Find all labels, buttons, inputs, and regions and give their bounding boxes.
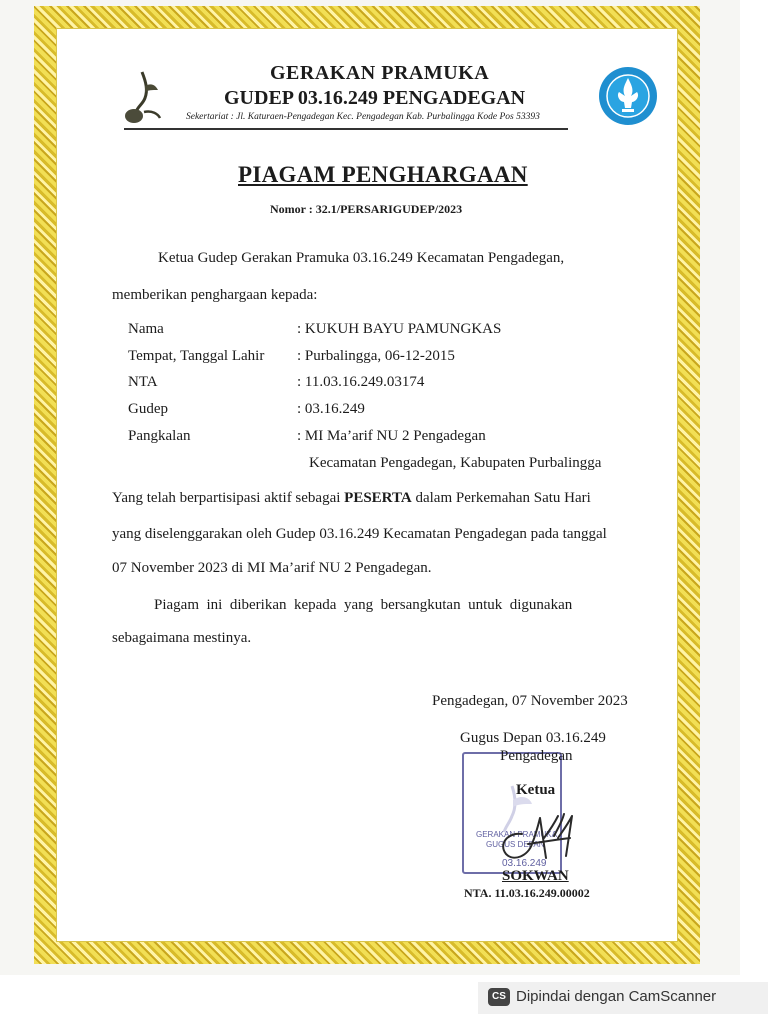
detail-value: : KUKUH BAYU PAMUNGKAS	[297, 321, 502, 337]
participation-line	[112, 490, 591, 507]
participation-text: dalam Perkemahan Satu Hari	[411, 490, 591, 506]
intro-line: memberikan penghargaan kepada:	[112, 287, 318, 303]
closing-line: Piagam ini diberikan kepada yang bersangkutan untuk digunakan	[154, 597, 573, 613]
detail-label: NTA	[128, 374, 158, 390]
detail-value: : 03.16.249	[297, 401, 365, 417]
detail-value: : 11.03.16.249.03174	[297, 374, 425, 390]
participant-role: PESERTA	[344, 490, 412, 506]
camscanner-watermark	[478, 982, 768, 1014]
detail-value-continuation: Kecamatan Pengadegan, Kabupaten Purbalingga	[309, 455, 602, 471]
tunas-kelapa-logo-icon	[118, 68, 164, 128]
stamp-text: GUGUS DEPAN	[486, 840, 545, 849]
detail-label: Pangkalan	[128, 428, 191, 444]
header-divider	[124, 128, 568, 130]
secretariat-address: Sekertariat : Jl. Katuraen-Pengadegan Kec. Pengadegan Kab. Purbalingga Kode Pos 53393	[186, 112, 540, 122]
intro-line: Ketua Gudep Gerakan Pramuka 03.16.249 Kecamatan Pengadegan,	[158, 250, 565, 266]
detail-label: Gudep	[128, 401, 168, 417]
signature-unit: Pengadegan	[500, 748, 573, 764]
signatory-nta: NTA. 11.03.16.249.00002	[464, 886, 590, 900]
detail-value: : Purbalingga, 06-12-2015	[297, 348, 455, 364]
stamp-text: GERAKAN PRAMUKA	[476, 830, 557, 839]
signature-place-date: Pengadegan, 07 November 2023	[432, 693, 628, 709]
detail-value: : MI Ma’arif NU 2 Pengadegan	[297, 428, 486, 444]
gudep-name: GUDEP 03.16.249 PENGADEGAN	[224, 87, 526, 109]
signatory-name: SOKWAN	[502, 868, 569, 884]
closing-line: sebagaimana mestinya.	[112, 630, 252, 646]
signature-unit: Gugus Depan 03.16.249	[460, 730, 606, 746]
stamp-number: 03.16.249	[502, 858, 547, 869]
detail-label: Nama	[128, 321, 164, 337]
detail-label: Tempat, Tanggal Lahir	[128, 348, 265, 364]
camscanner-label: Dipindai dengan CamScanner	[516, 988, 717, 1005]
scout-emblem-logo-icon	[598, 66, 658, 126]
signature-position: Ketua	[516, 782, 556, 798]
organization-name: GERAKAN PRAMUKA	[270, 62, 490, 84]
certificate-number: Nomor : 32.1/PERSARIGUDEP/2023	[270, 202, 463, 216]
certificate-title: PIAGAM PENGHARGAAN	[238, 162, 528, 187]
handwritten-signature	[488, 808, 588, 870]
participation-line: 07 November 2023 di MI Ma’arif NU 2 Pengadegan.	[112, 560, 432, 576]
participation-line: yang diselenggarakan oleh Gudep 03.16.249 Kecamatan Pengadegan pada tanggal	[112, 526, 607, 542]
camscanner-icon: CS	[488, 988, 510, 1006]
participation-text: Yang telah berpartisipasi aktif sebagai	[112, 490, 345, 506]
